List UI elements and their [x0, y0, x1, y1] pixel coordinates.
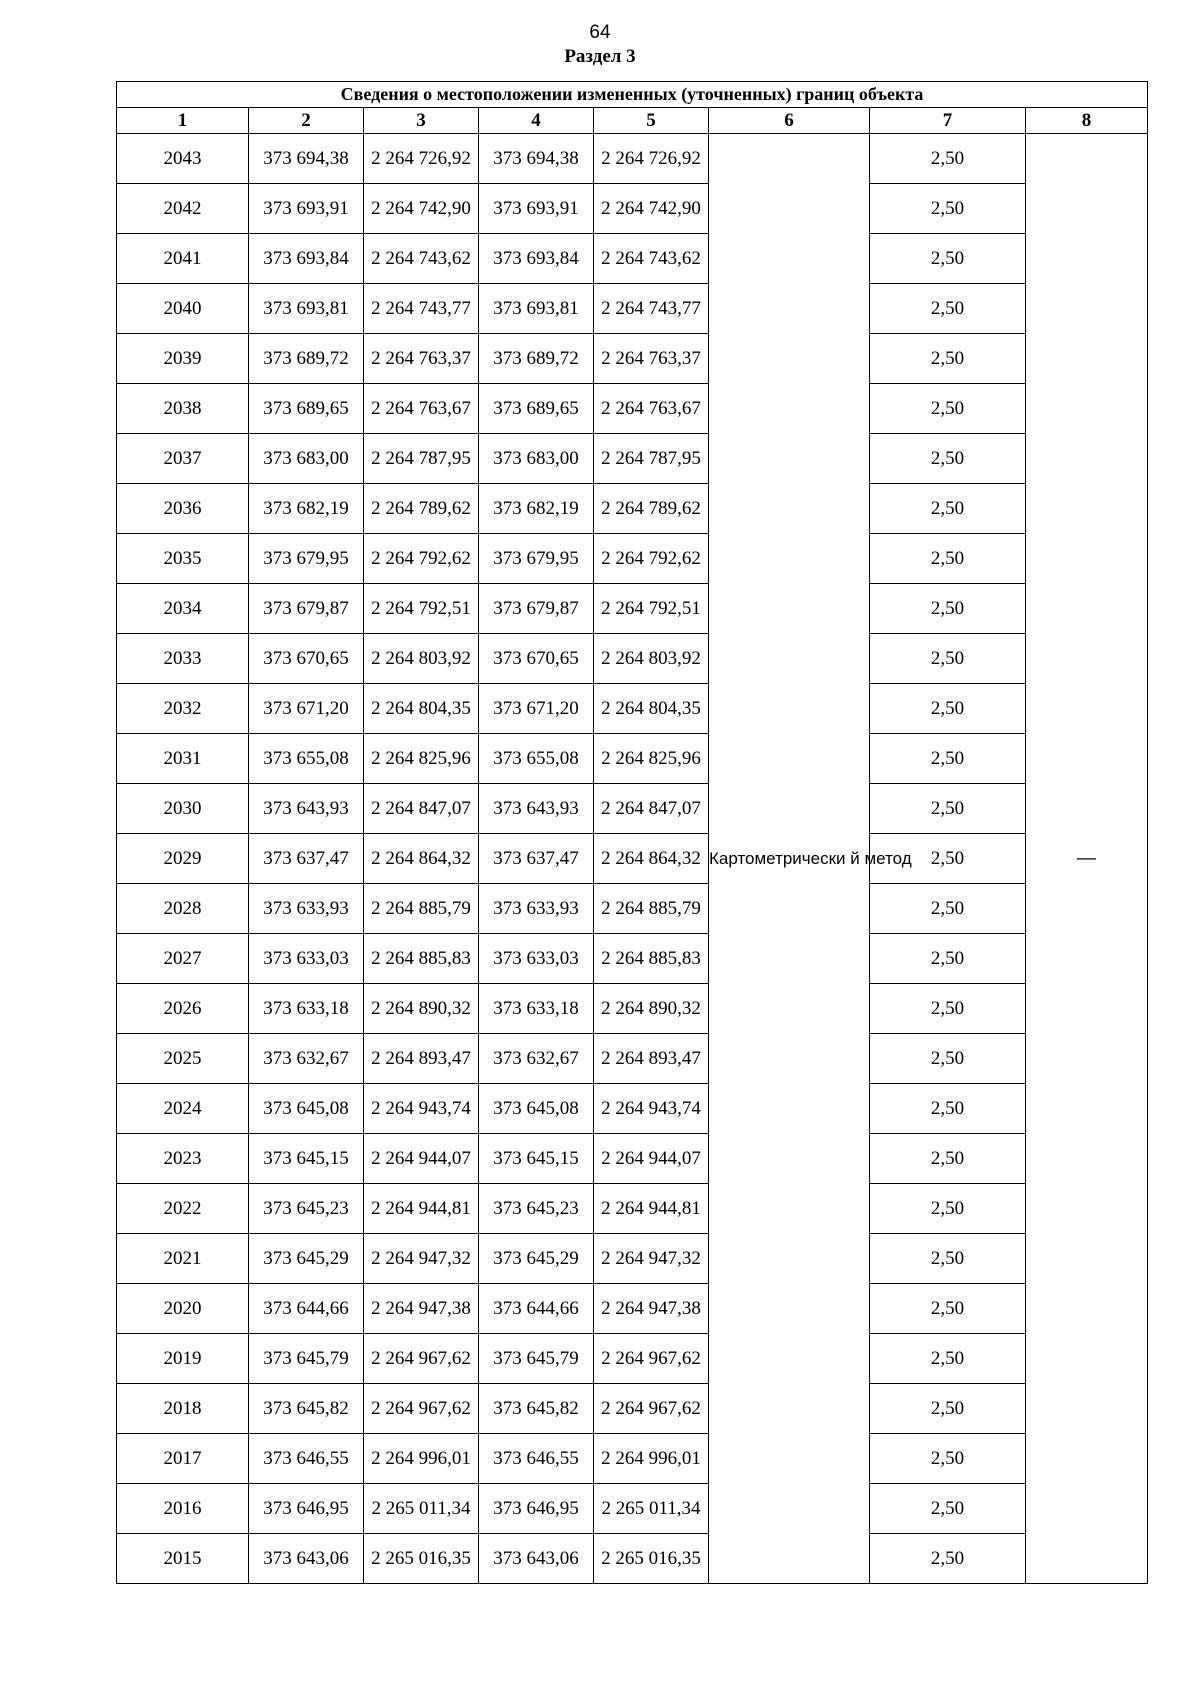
x-old-cell: 373 683,00: [249, 434, 364, 484]
y-old-cell: 2 264 792,62: [364, 534, 479, 584]
accuracy-cell: 2,50: [870, 184, 1026, 234]
y-new-cell: 2 264 792,62: [594, 534, 709, 584]
x-old-cell: 373 645,79: [249, 1334, 364, 1384]
x-new-cell: 373 643,93: [479, 784, 594, 834]
x-new-cell: 373 694,38: [479, 134, 594, 184]
accuracy-cell: 2,50: [870, 434, 1026, 484]
table-row: [117, 1434, 1148, 1484]
y-new-cell: 2 264 742,90: [594, 184, 709, 234]
point-number-cell: 2027: [117, 934, 249, 984]
y-new-cell: 2 264 763,37: [594, 334, 709, 384]
y-new-cell: 2 264 947,38: [594, 1284, 709, 1334]
y-old-cell: 2 264 967,62: [364, 1334, 479, 1384]
y-new-cell: 2 265 016,35: [594, 1534, 709, 1584]
x-old-cell: 373 645,23: [249, 1184, 364, 1234]
point-number-cell: 2037: [117, 434, 249, 484]
y-old-cell: 2 264 804,35: [364, 684, 479, 734]
column-header-3: 3: [364, 108, 479, 134]
x-new-cell: 373 633,03: [479, 934, 594, 984]
table-row: [117, 1284, 1148, 1334]
table-row: [117, 1534, 1148, 1584]
x-old-cell: 373 645,08: [249, 1084, 364, 1134]
point-number-cell: 2024: [117, 1084, 249, 1134]
y-new-cell: 2 264 864,32: [594, 834, 709, 884]
column-header-6: 6: [709, 108, 870, 134]
x-new-cell: 373 679,87: [479, 584, 594, 634]
x-new-cell: 373 646,55: [479, 1434, 594, 1484]
y-new-cell: 2 264 787,95: [594, 434, 709, 484]
accuracy-cell: 2,50: [870, 734, 1026, 784]
y-new-cell: 2 264 893,47: [594, 1034, 709, 1084]
table-row: [117, 334, 1148, 384]
accuracy-cell: 2,50: [870, 1334, 1026, 1384]
accuracy-cell: 2,50: [870, 1284, 1026, 1334]
accuracy-cell: 2,50: [870, 534, 1026, 584]
y-new-cell: 2 264 996,01: [594, 1434, 709, 1484]
y-new-cell: 2 264 789,62: [594, 484, 709, 534]
table-row: [117, 1334, 1148, 1384]
y-old-cell: 2 265 011,34: [364, 1484, 479, 1534]
x-new-cell: 373 645,15: [479, 1134, 594, 1184]
y-new-cell: 2 264 743,77: [594, 284, 709, 334]
x-new-cell: 373 671,20: [479, 684, 594, 734]
accuracy-cell: 2,50: [870, 1534, 1026, 1584]
point-number-cell: 2041: [117, 234, 249, 284]
y-new-cell: 2 264 792,51: [594, 584, 709, 634]
y-old-cell: 2 264 847,07: [364, 784, 479, 834]
table-row: [117, 984, 1148, 1034]
x-old-cell: 373 679,87: [249, 584, 364, 634]
point-number-cell: 2033: [117, 634, 249, 684]
y-old-cell: 2 264 743,62: [364, 234, 479, 284]
table-row: [117, 734, 1148, 784]
table-row: [117, 784, 1148, 834]
y-new-cell: 2 264 947,32: [594, 1234, 709, 1284]
point-number-cell: 2031: [117, 734, 249, 784]
x-old-cell: 373 693,91: [249, 184, 364, 234]
x-old-cell: 373 643,93: [249, 784, 364, 834]
y-new-cell: 2 264 743,62: [594, 234, 709, 284]
table-row: [117, 484, 1148, 534]
point-number-cell: 2021: [117, 1234, 249, 1284]
x-old-cell: 373 679,95: [249, 534, 364, 584]
x-new-cell: 373 646,95: [479, 1484, 594, 1534]
table-row: [117, 1134, 1148, 1184]
accuracy-cell: 2,50: [870, 684, 1026, 734]
x-old-cell: 373 645,29: [249, 1234, 364, 1284]
point-number-cell: 2039: [117, 334, 249, 384]
y-old-cell: 2 264 885,79: [364, 884, 479, 934]
y-new-cell: 2 264 944,07: [594, 1134, 709, 1184]
table-row: [117, 934, 1148, 984]
accuracy-cell: 2,50: [870, 1134, 1026, 1184]
table-caption-row: [117, 82, 1148, 108]
column-header-5: 5: [594, 108, 709, 134]
column-header-7: 7: [870, 108, 1026, 134]
y-old-cell: 2 264 792,51: [364, 584, 479, 634]
y-new-cell: 2 264 967,62: [594, 1384, 709, 1434]
point-number-cell: 2019: [117, 1334, 249, 1384]
table-row: [117, 284, 1148, 334]
accuracy-cell: 2,50: [870, 284, 1026, 334]
table-row: [117, 434, 1148, 484]
y-old-cell: 2 264 943,74: [364, 1084, 479, 1134]
table-row: [117, 1384, 1148, 1434]
x-new-cell: 373 645,23: [479, 1184, 594, 1234]
x-old-cell: 373 689,65: [249, 384, 364, 434]
x-new-cell: 373 689,72: [479, 334, 594, 384]
point-number-cell: 2015: [117, 1534, 249, 1584]
y-new-cell: 2 264 763,67: [594, 384, 709, 434]
point-number-cell: 2016: [117, 1484, 249, 1534]
x-new-cell: 373 655,08: [479, 734, 594, 784]
boundary-coordinates-table: [116, 81, 1148, 1584]
x-old-cell: 373 670,65: [249, 634, 364, 684]
point-number-cell: 2020: [117, 1284, 249, 1334]
accuracy-cell: 2,50: [870, 1434, 1026, 1484]
accuracy-cell: 2,50: [870, 484, 1026, 534]
table-row: [117, 584, 1148, 634]
accuracy-cell: 2,50: [870, 1084, 1026, 1134]
point-number-cell: 2030: [117, 784, 249, 834]
y-old-cell: 2 264 944,07: [364, 1134, 479, 1184]
point-number-cell: 2035: [117, 534, 249, 584]
x-new-cell: 373 683,00: [479, 434, 594, 484]
point-number-cell: 2018: [117, 1384, 249, 1434]
x-new-cell: 373 645,82: [479, 1384, 594, 1434]
point-number-cell: 2042: [117, 184, 249, 234]
x-new-cell: 373 679,95: [479, 534, 594, 584]
table-row: [117, 534, 1148, 584]
y-old-cell: 2 264 967,62: [364, 1384, 479, 1434]
y-old-cell: 2 264 947,38: [364, 1284, 479, 1334]
x-new-cell: 373 645,29: [479, 1234, 594, 1284]
accuracy-cell: 2,50: [870, 834, 1026, 884]
x-old-cell: 373 694,38: [249, 134, 364, 184]
x-old-cell: 373 682,19: [249, 484, 364, 534]
table-row: [117, 1184, 1148, 1234]
table-row: [117, 834, 1148, 884]
table-row: [117, 384, 1148, 434]
point-number-cell: 2022: [117, 1184, 249, 1234]
table-body: [117, 134, 1148, 1584]
y-new-cell: 2 264 803,92: [594, 634, 709, 684]
x-new-cell: 373 670,65: [479, 634, 594, 684]
y-old-cell: 2 264 789,62: [364, 484, 479, 534]
y-old-cell: 2 264 726,92: [364, 134, 479, 184]
accuracy-cell: 2,50: [870, 934, 1026, 984]
point-number-cell: 2036: [117, 484, 249, 534]
point-number-cell: 2023: [117, 1134, 249, 1184]
x-new-cell: 373 632,67: [479, 1034, 594, 1084]
x-old-cell: 373 693,81: [249, 284, 364, 334]
page-number: 64: [589, 22, 611, 43]
y-old-cell: 2 264 742,90: [364, 184, 479, 234]
x-new-cell: 373 645,79: [479, 1334, 594, 1384]
point-number-cell: 2028: [117, 884, 249, 934]
y-new-cell: 2 264 885,79: [594, 884, 709, 934]
accuracy-cell: 2,50: [870, 134, 1026, 184]
column-header-8: 8: [1026, 108, 1148, 134]
x-old-cell: 373 637,47: [249, 834, 364, 884]
column-number-row: [117, 108, 1148, 134]
x-old-cell: 373 645,82: [249, 1384, 364, 1434]
table-row: [117, 1484, 1148, 1534]
point-number-cell: 2040: [117, 284, 249, 334]
x-new-cell: 373 693,84: [479, 234, 594, 284]
point-number-cell: 2034: [117, 584, 249, 634]
table-row: [117, 184, 1148, 234]
y-new-cell: 2 264 726,92: [594, 134, 709, 184]
point-number-cell: 2043: [117, 134, 249, 184]
x-new-cell: 373 637,47: [479, 834, 594, 884]
accuracy-cell: 2,50: [870, 634, 1026, 684]
y-old-cell: 2 264 893,47: [364, 1034, 479, 1084]
point-number-cell: 2017: [117, 1434, 249, 1484]
y-old-cell: 2 264 787,95: [364, 434, 479, 484]
y-old-cell: 2 264 763,37: [364, 334, 479, 384]
y-old-cell: 2 264 885,83: [364, 934, 479, 984]
y-old-cell: 2 264 890,32: [364, 984, 479, 1034]
accuracy-cell: 2,50: [870, 1234, 1026, 1284]
y-new-cell: 2 265 011,34: [594, 1484, 709, 1534]
point-number-cell: 2025: [117, 1034, 249, 1084]
x-old-cell: 373 643,06: [249, 1534, 364, 1584]
accuracy-cell: 2,50: [870, 1484, 1026, 1534]
accuracy-cell: 2,50: [870, 1384, 1026, 1434]
x-new-cell: 373 645,08: [479, 1084, 594, 1134]
x-new-cell: 373 689,65: [479, 384, 594, 434]
x-old-cell: 373 633,93: [249, 884, 364, 934]
x-old-cell: 373 644,66: [249, 1284, 364, 1334]
x-old-cell: 373 633,03: [249, 934, 364, 984]
y-old-cell: 2 264 947,32: [364, 1234, 479, 1284]
accuracy-cell: 2,50: [870, 334, 1026, 384]
y-old-cell: 2 264 763,67: [364, 384, 479, 434]
x-new-cell: 373 682,19: [479, 484, 594, 534]
y-new-cell: 2 264 944,81: [594, 1184, 709, 1234]
accuracy-cell: 2,50: [870, 1184, 1026, 1234]
table-caption: Сведения о местоположении измененных (уточненных) границ объекта: [117, 82, 1148, 108]
x-old-cell: 373 689,72: [249, 334, 364, 384]
y-new-cell: 2 264 825,96: [594, 734, 709, 784]
table-row: [117, 684, 1148, 734]
accuracy-cell: 2,50: [870, 1034, 1026, 1084]
x-old-cell: 373 646,55: [249, 1434, 364, 1484]
x-new-cell: 373 644,66: [479, 1284, 594, 1334]
accuracy-cell: 2,50: [870, 584, 1026, 634]
column-header-4: 4: [479, 108, 594, 134]
x-old-cell: 373 693,84: [249, 234, 364, 284]
point-number-cell: 2032: [117, 684, 249, 734]
y-new-cell: 2 264 967,62: [594, 1334, 709, 1384]
accuracy-cell: 2,50: [870, 784, 1026, 834]
accuracy-cell: 2,50: [870, 384, 1026, 434]
point-number-cell: 2026: [117, 984, 249, 1034]
x-old-cell: 373 671,20: [249, 684, 364, 734]
y-new-cell: 2 264 943,74: [594, 1084, 709, 1134]
accuracy-cell: 2,50: [870, 884, 1026, 934]
table-row: [117, 234, 1148, 284]
section-title: Раздел 3: [564, 46, 636, 67]
table-row: [117, 1234, 1148, 1284]
y-new-cell: 2 264 847,07: [594, 784, 709, 834]
x-new-cell: 373 643,06: [479, 1534, 594, 1584]
accuracy-cell: 2,50: [870, 234, 1026, 284]
y-old-cell: 2 265 016,35: [364, 1534, 479, 1584]
y-old-cell: 2 264 825,96: [364, 734, 479, 784]
point-number-cell: 2038: [117, 384, 249, 434]
x-old-cell: 373 633,18: [249, 984, 364, 1034]
y-old-cell: 2 264 743,77: [364, 284, 479, 334]
x-new-cell: 373 633,18: [479, 984, 594, 1034]
table-row: [117, 884, 1148, 934]
x-new-cell: 373 693,91: [479, 184, 594, 234]
table-row: [117, 1084, 1148, 1134]
y-old-cell: 2 264 996,01: [364, 1434, 479, 1484]
method-cell: Картометрически й метод: [709, 134, 870, 1584]
y-old-cell: 2 264 944,81: [364, 1184, 479, 1234]
y-old-cell: 2 264 803,92: [364, 634, 479, 684]
x-old-cell: 373 645,15: [249, 1134, 364, 1184]
y-new-cell: 2 264 890,32: [594, 984, 709, 1034]
point-number-cell: 2029: [117, 834, 249, 884]
x-old-cell: 373 646,95: [249, 1484, 364, 1534]
x-new-cell: 373 633,93: [479, 884, 594, 934]
x-old-cell: 373 632,67: [249, 1034, 364, 1084]
x-new-cell: 373 693,81: [479, 284, 594, 334]
x-old-cell: 373 655,08: [249, 734, 364, 784]
column-header-2: 2: [249, 108, 364, 134]
column-header-1: 1: [117, 108, 249, 134]
table-row: [117, 634, 1148, 684]
table-row: [117, 134, 1148, 184]
accuracy-cell: 2,50: [870, 984, 1026, 1034]
y-old-cell: 2 264 864,32: [364, 834, 479, 884]
table-row: [117, 1034, 1148, 1084]
column8-dash-cell: —: [1026, 134, 1148, 1584]
y-new-cell: 2 264 804,35: [594, 684, 709, 734]
y-new-cell: 2 264 885,83: [594, 934, 709, 984]
